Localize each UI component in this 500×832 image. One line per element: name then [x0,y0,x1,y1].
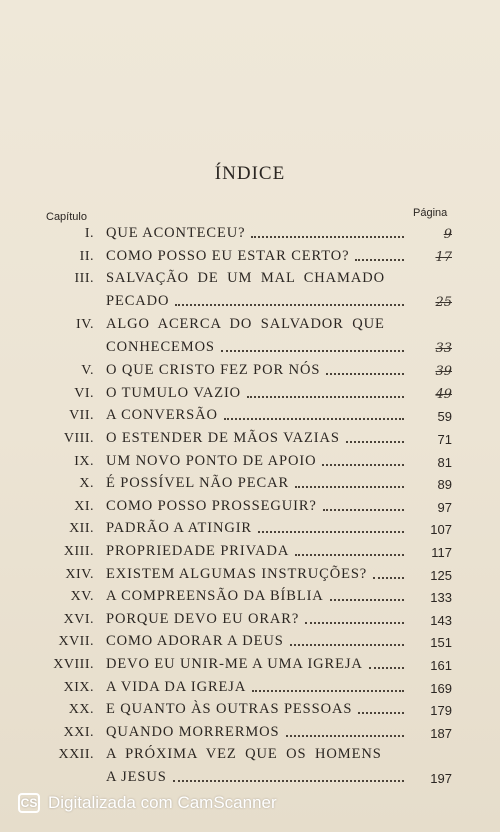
toc-entry [0,430,500,453]
dot-leader [323,509,404,511]
dot-leader [295,554,404,556]
watermark-text: Digitalizada com CamScanner [48,793,277,812]
camscanner-logo-icon: CS [18,793,40,813]
chapter-title: SALVAÇÃO DE UM MAL CHAMADO [106,270,385,287]
handwritten-page-number: 39 [435,364,452,380]
chapter-title: COMO ADORAR A DEUS [106,633,284,650]
toc-entry [0,543,500,566]
chapter-title: A CONVERSÃO [106,407,218,424]
handwritten-page-number: 25 [435,295,452,311]
dot-leader [295,486,404,488]
table-of-contents [0,225,500,792]
page-number: 151 [430,635,452,651]
page-number: 125 [430,567,452,583]
chapter-title: O QUE CRISTO FEZ POR NÓS [106,362,321,379]
dot-leader [322,464,404,466]
dot-leader [305,622,404,624]
chapter-title: PADRÃO A ATINGIR [106,520,253,537]
chapter-number: VIII. [63,430,94,446]
chapter-title-continued: PECADO [106,293,170,310]
chapter-title: DEVO EU UNIR-ME A UMA IGREJA [106,655,363,672]
toc-entry [0,701,500,724]
page-number: 117 [431,544,452,560]
dot-leader [175,304,404,306]
chapter-column-header: Capítulo [46,211,87,223]
dot-leader [252,690,404,692]
page-column-header: Página [413,207,448,219]
toc-entry [0,248,500,271]
toc-entry [0,520,500,543]
toc-entry [0,475,500,498]
handwritten-page-number: 49 [435,386,452,402]
chapter-number: IV. [76,317,94,333]
page-number: 59 [437,409,452,425]
chapter-number: XVII. [58,634,94,650]
toc-entry [0,566,500,589]
toc-entry [0,225,500,248]
chapter-number: XX. [68,702,94,718]
toc-entry [0,453,500,476]
dot-leader [373,577,404,579]
toc-entry [0,407,500,430]
chapter-number: II. [79,248,94,264]
chapter-number: XV. [70,589,94,605]
chapter-number: IX. [74,453,94,469]
dot-leader [247,396,404,398]
page-number: 197 [430,771,452,787]
handwritten-page-number: 17 [435,249,452,265]
toc-entry [0,316,500,362]
dot-leader [251,236,404,238]
chapter-title: O ESTENDER DE MÃOS VAZIAS [106,429,340,446]
chapter-title: E QUANTO ÀS OUTRAS PESSOAS [106,701,353,718]
toc-entry [0,679,500,702]
chapter-title: COMO POSSO EU ESTAR CERTO? [106,247,350,264]
page-number: 187 [430,725,452,741]
page-number: 107 [430,522,452,538]
page-number: 143 [430,612,452,628]
chapter-number: VII. [69,408,94,424]
chapter-number: XI. [74,498,94,514]
handwritten-page-number: 9 [443,227,452,242]
chapter-title: A VIDA DA IGREJA [106,678,247,695]
dot-leader [173,780,404,782]
dot-leader [330,599,404,601]
toc-entry [0,633,500,656]
dot-leader [358,712,404,714]
scanner-watermark [18,793,277,813]
dot-leader [326,373,404,375]
chapter-title: QUANDO MORRERMOS [106,723,280,740]
dot-leader [290,644,404,646]
page-number: 81 [437,454,452,470]
page-title: ÍNDICE [214,163,286,184]
chapter-title: PORQUE DEVO EU ORAR? [106,610,300,627]
dot-leader [258,531,404,533]
toc-entry [0,724,500,747]
chapter-title: EXISTEM ALGUMAS INSTRUÇÕES? [106,565,368,582]
chapter-number: XXI. [63,724,94,740]
chapter-title: ALGO ACERCA DO SALVADOR QUE [106,316,385,333]
toc-entry [0,656,500,679]
page-number: 133 [430,590,452,606]
chapter-number: XXII. [58,747,94,763]
chapter-number: XII. [69,521,94,537]
chapter-title: QUE ACONTECEU? [106,225,246,241]
dot-leader [221,350,404,352]
chapter-title: PROPRIEDADE PRIVADA [106,542,290,559]
toc-entry [0,611,500,634]
dot-leader [286,735,404,737]
chapter-title: COMO POSSO PROSSEGUIR? [106,497,317,514]
toc-entry [0,270,500,316]
chapter-title: A COMPREENSÃO DA BÍBLIA [106,588,324,605]
page-number: 169 [430,680,452,696]
page-number: 71 [437,431,452,447]
page-number: 179 [430,703,452,719]
page-number: 161 [430,657,452,673]
toc-entry [0,588,500,611]
chapter-title: É POSSÍVEL NÃO PECAR [106,475,290,492]
toc-entry [0,362,500,385]
toc-entry [0,385,500,408]
chapter-title: A PRÓXIMA VEZ QUE OS HOMENS [106,746,382,763]
chapter-number: VI. [74,385,94,401]
chapter-number: XIX. [63,679,94,695]
page-number: 97 [437,499,452,515]
chapter-number: III. [74,271,94,287]
chapter-number: XVIII. [53,656,94,672]
chapter-number: I. [84,226,94,241]
chapter-number: V. [81,363,94,379]
dot-leader [346,441,404,443]
chapter-title: O TUMULO VAZIO [106,384,242,401]
chapter-number: XIII. [63,543,94,559]
dot-leader [224,418,404,420]
chapter-number: XVI. [63,611,94,627]
chapter-number: XIV. [65,566,94,582]
dot-leader [355,259,404,261]
chapter-title-continued: CONHECEMOS [106,339,215,356]
chapter-title: UM NOVO PONTO DE APOIO [106,452,317,469]
dot-leader [369,667,404,669]
page-number: 89 [437,477,452,493]
chapter-title-continued: A JESUS [106,769,167,786]
toc-entry [0,746,500,792]
toc-entry [0,498,500,521]
chapter-number: X. [79,476,94,492]
handwritten-page-number: 33 [435,341,452,357]
